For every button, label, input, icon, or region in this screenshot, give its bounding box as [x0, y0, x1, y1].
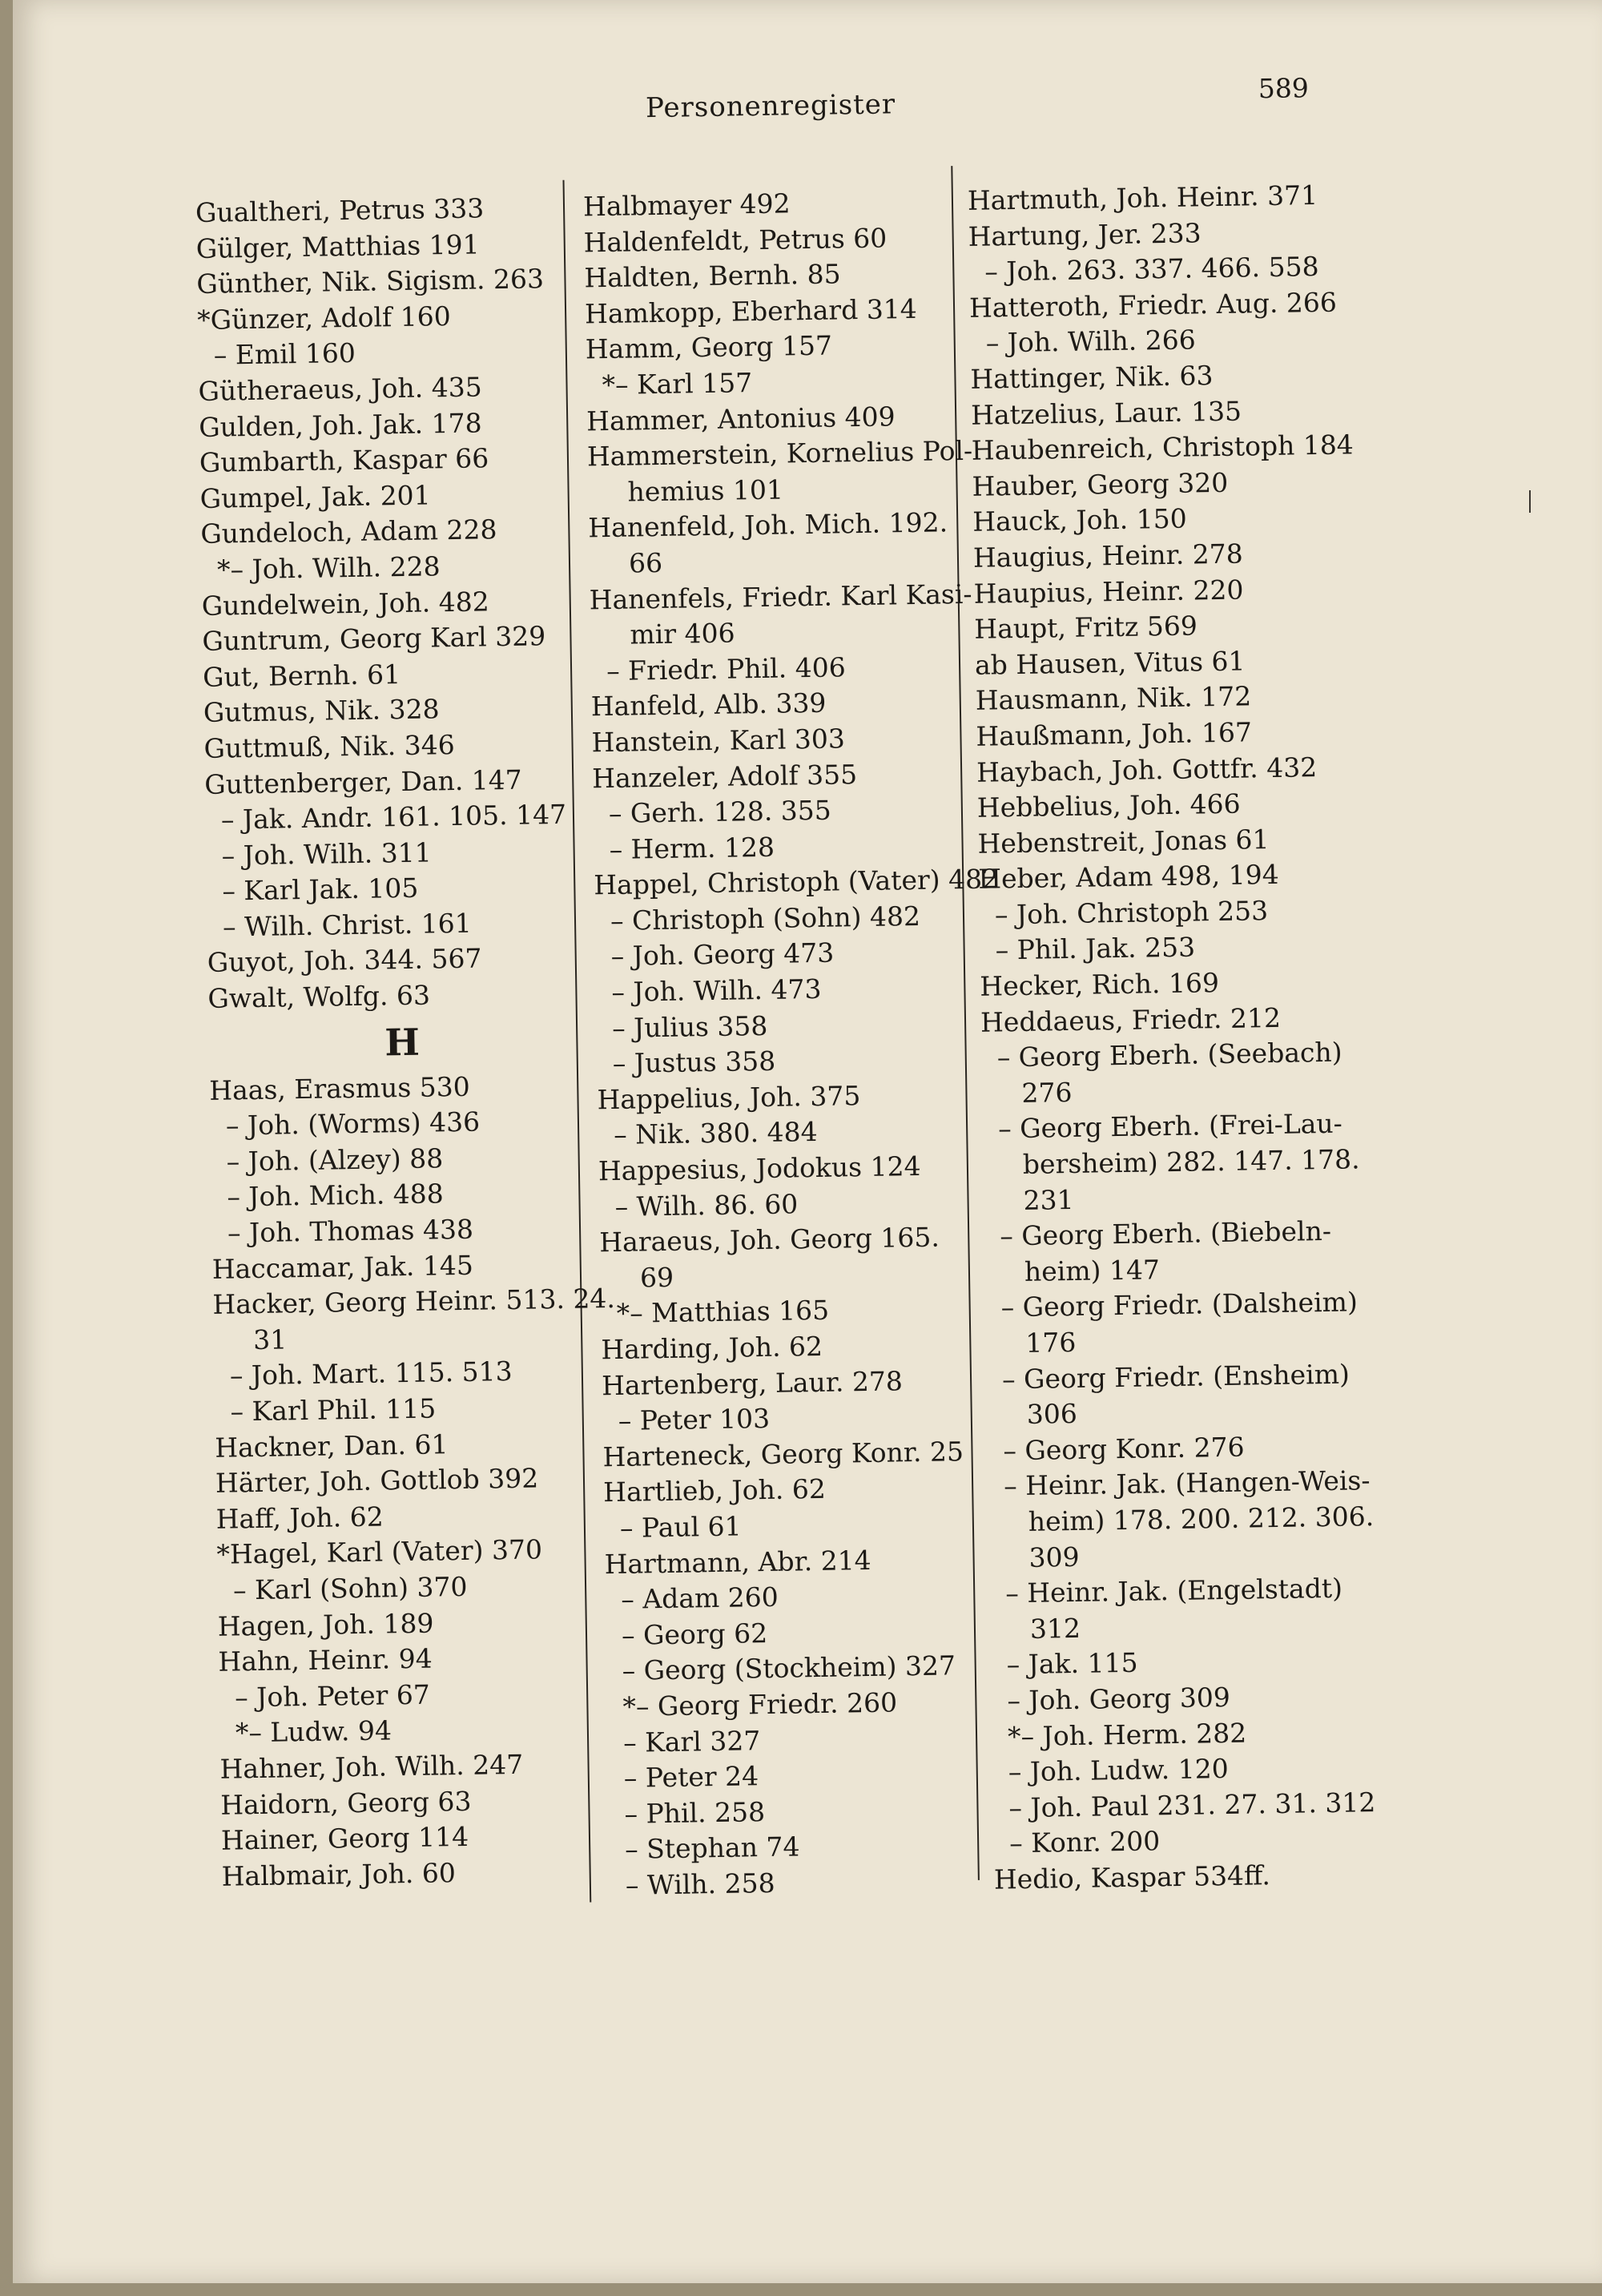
index-entry: Gundeloch, Adam 228 — [200, 514, 497, 550]
running-head: Personenregister — [645, 88, 896, 125]
index-entry: Hamm, Georg 157 — [585, 329, 833, 365]
index-entry: Hahn, Heinr. 94 — [218, 1642, 433, 1678]
index-entry: Hanenfeld, Joh. Mich. 192. — [588, 506, 948, 544]
index-entry: Hammerstein, Kornelius Pol- — [586, 434, 973, 473]
index-entry: ab Hausen, Vitus 61 — [974, 645, 1246, 681]
index-entry: Haußmann, Joh. 167 — [976, 716, 1253, 752]
index-entry: Hartlieb, Joh. 62 — [602, 1473, 827, 1509]
margin-mark — [1529, 490, 1531, 513]
index-entry: Günther, Nik. Sigism. 263 — [196, 263, 545, 300]
index-entry: – Karl 327 — [622, 1724, 761, 1758]
index-entry: Gumpel, Jak. 201 — [199, 479, 431, 514]
index-entry: – Paul 61 — [619, 1510, 742, 1544]
index-entry: – Joh. Thomas 438 — [227, 1213, 474, 1249]
index-entry: hemius 101 — [627, 473, 784, 508]
index-entry: Happelius, Joh. 375 — [597, 1079, 861, 1116]
index-entry: – Georg (Stockheim) 327 — [622, 1649, 956, 1687]
index-entry: Hanenfels, Friedr. Karl Kasi- — [589, 578, 972, 615]
index-entry: – Christoph (Sohn) 482 — [610, 900, 921, 937]
index-entry: Haldten, Bernh. 85 — [584, 258, 841, 294]
index-entry: – Georg Eberh. (Seebach) — [996, 1036, 1342, 1073]
index-entry: Hanzeler, Adolf 355 — [591, 758, 858, 794]
index-entry: Happesius, Jodokus 124 — [598, 1150, 921, 1187]
index-entry: – Joh. Georg 309 — [1007, 1681, 1231, 1717]
index-entry: *– Joh. Wilh. 228 — [216, 550, 441, 586]
index-entry: Hartmuth, Joh. Heinr. 371 — [967, 179, 1318, 216]
index-entry: Halbmayer 492 — [582, 187, 791, 223]
index-entry: heim) 178. 200. 212. 306. — [1028, 1500, 1375, 1537]
index-entry: Haff, Joh. 62 — [215, 1500, 384, 1535]
index-entry: – Friedr. Phil. 406 — [606, 651, 846, 687]
index-entry: – Joh. (Worms) 436 — [225, 1106, 481, 1142]
index-entry: Hahner, Joh. Wilh. 247 — [219, 1748, 524, 1785]
index-entry: – Konr. 200 — [1008, 1825, 1161, 1859]
index-entry: – Joh. Wilh. 473 — [611, 973, 822, 1009]
index-entry: Heddaeus, Friedr. 212 — [980, 1001, 1282, 1038]
index-entry: Hartmann, Abr. 214 — [604, 1544, 871, 1580]
index-entry: Hainer, Georg 114 — [220, 1821, 469, 1856]
index-entry: 31 — [252, 1323, 288, 1355]
book-page — [13, 0, 1602, 2283]
index-entry: Haupt, Fritz 569 — [974, 610, 1198, 645]
index-entry: Haybach, Joh. Gottfr. 432 — [976, 751, 1318, 788]
index-entry: *Hagel, Karl (Vater) 370 — [216, 1533, 543, 1571]
index-entry: 276 — [1021, 1076, 1073, 1109]
index-entry: mir 406 — [630, 617, 735, 651]
index-entry: – Georg Eberh. (Biebeln- — [999, 1215, 1332, 1252]
index-entry: Gülger, Matthias 191 — [195, 228, 480, 264]
index-entry: – Adam 260 — [621, 1581, 779, 1616]
index-entry: Gwalt, Wolfg. 63 — [207, 979, 431, 1014]
index-entry: Gualtheri, Petrus 333 — [195, 192, 485, 228]
index-entry: Hauber, Georg 320 — [972, 466, 1229, 502]
index-entry: Harding, Joh. 62 — [601, 1330, 823, 1366]
index-entry: Gumbarth, Kaspar 66 — [199, 442, 489, 479]
index-entry: – Phil. Jak. 253 — [995, 931, 1196, 966]
index-entry: 306 — [1026, 1398, 1078, 1431]
index-entry: *Günzer, Adolf 160 — [196, 300, 451, 336]
index-entry: Haldenfeldt, Petrus 60 — [583, 222, 888, 258]
index-entry: Guyot, Joh. 344. 567 — [207, 942, 482, 979]
index-entry: Hartung, Jer. 233 — [968, 216, 1202, 252]
index-entry: – Joh. Wilh. 266 — [985, 324, 1197, 359]
index-entry: Hatzelius, Laur. 135 — [970, 395, 1242, 431]
index-entry: – Peter 24 — [623, 1760, 759, 1794]
index-entry: – Karl (Sohn) 370 — [232, 1570, 468, 1606]
index-entry: – Justus 358 — [612, 1045, 776, 1080]
index-entry: Hacker, Georg Heinr. 513. 24. — [212, 1283, 616, 1321]
index-entry: – Wilh. 258 — [625, 1867, 775, 1901]
index-entry: Hammer, Antonius 409 — [586, 400, 896, 437]
index-entry: – Emil 160 — [213, 337, 356, 372]
index-entry: – Joh. Mart. 115. 513 — [229, 1355, 513, 1392]
index-entry: Hatteroth, Friedr. Aug. 266 — [968, 286, 1338, 324]
index-entry: Hartenberg, Laur. 278 — [601, 1364, 904, 1401]
index-entry: Gut, Bernh. 61 — [202, 658, 401, 693]
index-entry: – Joh. Wilh. 311 — [221, 836, 432, 872]
index-entry: 309 — [1028, 1541, 1080, 1573]
index-entry: – Stephan 74 — [624, 1831, 800, 1866]
index-column-left — [195, 190, 616, 1895]
index-entry: – Joh. (Alzey) 88 — [226, 1142, 444, 1178]
index-entry: Hauck, Joh. 150 — [972, 502, 1188, 538]
index-entry: *– Ludw. 94 — [235, 1714, 392, 1749]
index-entry: – Jak. 115 — [1006, 1647, 1138, 1681]
index-entry: Halbmair, Joh. 60 — [221, 1856, 457, 1892]
index-entry: *– Matthias 165 — [616, 1295, 830, 1330]
index-entry: Haraeus, Joh. Georg 165. — [599, 1221, 940, 1259]
index-entry: Hedio, Kaspar 534ff. — [993, 1859, 1271, 1895]
index-entry: Hebbelius, Joh. 466 — [976, 787, 1241, 824]
index-entry: Hausmann, Nik. 172 — [975, 680, 1252, 717]
index-entry: – Joh. Mich. 488 — [227, 1178, 445, 1213]
index-entry: – Heinr. Jak. (Hangen-Weis- — [1003, 1464, 1371, 1502]
index-entry: – Peter 103 — [618, 1403, 771, 1437]
index-entry: Heber, Adam 498, 194 — [977, 859, 1280, 896]
index-entry: Hanstein, Karl 303 — [591, 723, 846, 759]
index-entry: 312 — [1029, 1612, 1081, 1645]
index-entry: – Georg Konr. 276 — [1003, 1431, 1245, 1467]
index-entry: Haugius, Heinr. 278 — [972, 538, 1244, 574]
index-entry: Hebenstreit, Jonas 61 — [977, 823, 1270, 860]
index-entry: – Julius 358 — [611, 1009, 768, 1044]
index-entry: Hanfeld, Alb. 339 — [590, 687, 827, 723]
index-entry: – Karl Phil. 115 — [230, 1392, 437, 1428]
index-entry: 176 — [1025, 1326, 1077, 1359]
index-entry: Haubenreich, Christoph 184 — [971, 429, 1354, 466]
index-entry: Haccamar, Jak. 145 — [211, 1249, 474, 1285]
index-entry: – Joh. Paul 231. 27. 31. 312 — [1008, 1786, 1376, 1823]
index-entry: Hagen, Joh. 189 — [217, 1607, 434, 1642]
index-entry: bersheim) 282. 147. 178. — [1022, 1143, 1360, 1180]
index-entry: – Joh. Christoph 253 — [994, 894, 1269, 931]
index-entry: Hattinger, Nik. 63 — [970, 360, 1214, 395]
index-entry: Gulden, Joh. Jak. 178 — [198, 406, 482, 443]
index-entry: – Joh. Georg 473 — [610, 937, 835, 973]
index-entry: – Georg Friedr. (Dalsheim) — [1000, 1286, 1358, 1323]
index-entry: *– Karl 157 — [602, 367, 753, 401]
index-entry: *– Joh. Herm. 282 — [1007, 1717, 1247, 1752]
index-entry: Gütheraeus, Joh. 435 — [198, 371, 482, 407]
index-entry: Hecker, Rich. 169 — [980, 967, 1220, 1002]
index-entry: Guttenberger, Dan. 147 — [203, 763, 523, 800]
index-entry: heim) 147 — [1024, 1254, 1161, 1287]
index-column-middle — [582, 183, 1000, 1903]
index-entry: Gutmus, Nik. 328 — [203, 693, 440, 729]
index-entry: Guntrum, Georg Karl 329 — [202, 620, 546, 658]
index-entry: Haidorn, Georg 63 — [219, 1785, 472, 1821]
index-entry: Gundelwein, Joh. 482 — [201, 585, 490, 622]
index-column-right — [967, 177, 1376, 1898]
index-entry: – Georg Eberh. (Frei-Lau- — [997, 1108, 1343, 1145]
index-entry: – Heinr. Jak. (Engelstadt) — [1004, 1572, 1343, 1609]
index-entry: Hackner, Dan. 61 — [214, 1428, 449, 1464]
index-entry: – Joh. Ludw. 120 — [1008, 1753, 1229, 1788]
section-letter: H — [384, 1020, 421, 1065]
index-entry: 66 — [628, 546, 663, 579]
index-entry: – Joh. Peter 67 — [234, 1678, 431, 1714]
index-entry: Hamkopp, Eberhard 314 — [584, 292, 918, 330]
index-entry: *– Georg Friedr. 260 — [622, 1686, 898, 1722]
index-entry: Guttmuß, Nik. 346 — [203, 728, 455, 764]
index-entry: – Wilh. Christ. 161 — [222, 907, 473, 943]
index-entry: – Jak. Andr. 161. 105. 147 — [220, 798, 567, 836]
index-entry: 231 — [1023, 1183, 1074, 1216]
index-entry: – Gerh. 128. 355 — [608, 794, 832, 830]
index-entry: – Herm. 128 — [609, 831, 775, 865]
index-entry: – Karl Jak. 105 — [222, 872, 419, 907]
index-entry: Haupius, Heinr. 220 — [973, 574, 1244, 610]
index-entry: – Phil. 258 — [624, 1795, 766, 1830]
index-entry: Härter, Joh. Gottlob 392 — [215, 1462, 539, 1499]
index-entry: – Nik. 380. 484 — [613, 1116, 818, 1151]
index-entry: Harteneck, Georg Konr. 25 — [602, 1435, 964, 1472]
page-number: 589 — [1258, 72, 1310, 105]
index-entry: – Georg Friedr. (Ensheim) — [1001, 1358, 1350, 1395]
index-entry: – Joh. 263. 337. 466. 558 — [984, 251, 1319, 288]
index-entry: 69 — [639, 1261, 674, 1294]
index-entry: Happel, Christoph (Vater) 482 — [594, 863, 1000, 901]
index-entry: – Wilh. 86. 60 — [614, 1187, 799, 1223]
index-entry: Haas, Erasmus 530 — [208, 1070, 471, 1106]
index-entry: – Georg 62 — [621, 1617, 768, 1651]
